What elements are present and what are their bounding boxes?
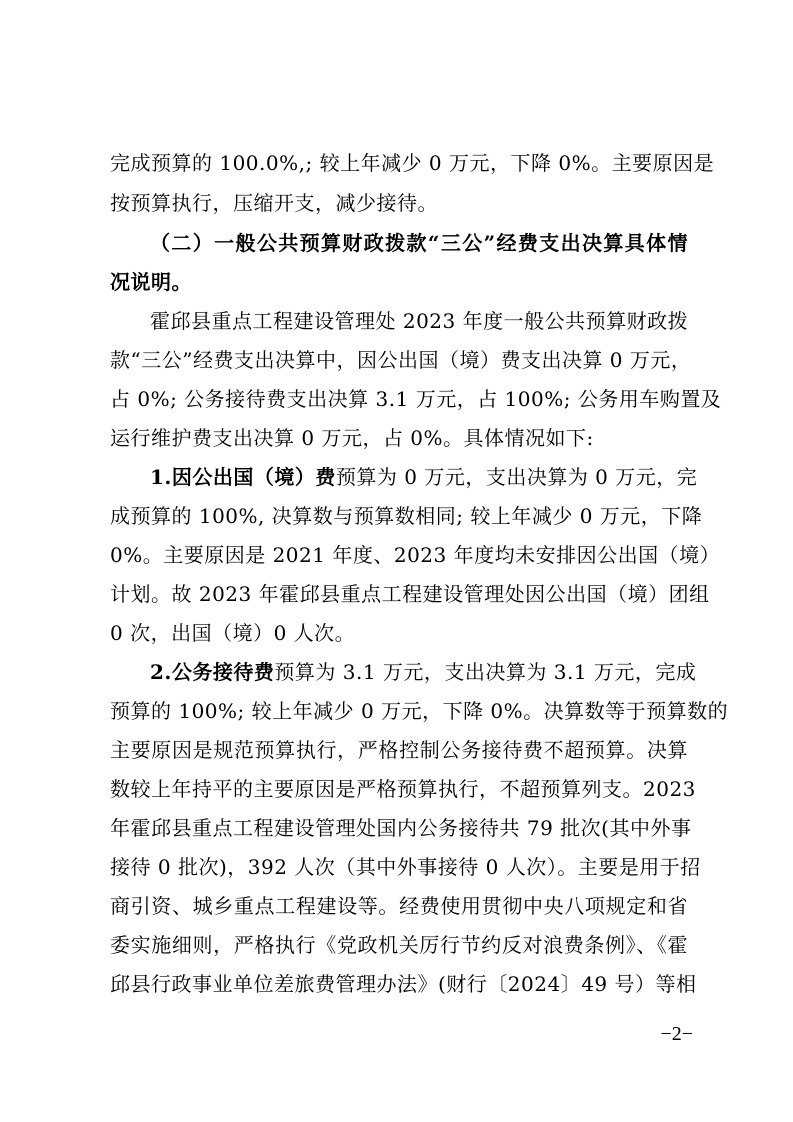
paragraph-line: 0%。主要原因是 2021 年度、2023 年度均未安排因公出国（境） [110,543,721,567]
paragraph-line: 商引资、城乡重点工程建设等。经费使用贯彻中央八项规定和省 [110,894,688,918]
paragraph-line: 主要原因是规范预算执行，严格控制公务接待费不超预算。决算 [110,738,688,762]
paragraph-line: 预算的 100%; 较上年减少 0 万元，下降 0%。决算数等于预算数的 [110,699,729,723]
section-heading-continued: 况说明。 [110,270,192,294]
paragraph-line: 运行维护费支出决算 0 万元，占 0%。具体情况如下: [110,426,594,450]
item-2-label: 2.公务接待费 [150,660,275,684]
paragraph-line: 按预算执行，压缩开支，减少接待。 [110,191,438,215]
paragraph-line: 款“三公”经费支出决算中，因公出国（境）费支出决算 0 万元， [110,348,692,372]
paragraph-line: 委实施细则，严格执行《党政机关厉行节约反对浪费条例》、《霍 [110,933,688,957]
paragraph-line: 年霍邱县重点工程建设管理处国内公务接待共 79 批次(其中外事 [110,816,692,840]
paragraph-line: 接待 0 批次)，392 人次（其中外事接待 0 人次）。主要是用于招 [110,855,701,879]
paragraph-line: 0 次，出国（境）0 人次。 [110,621,356,645]
item-2-text: 预算为 3.1 万元，支出决算为 3.1 万元，完成 [274,660,697,684]
paragraph-line: 完成预算的 100.0%,; 较上年减少 0 万元，下降 0%。主要原因是 [110,151,715,175]
paragraph-line: 霍邱县重点工程建设管理处 2023 年度一般公共预算财政拨 [150,309,689,333]
item-2-line [150,659,697,685]
section-heading: （二）一般公共预算财政拨款“三公”经费支出决算具体情 [150,231,688,255]
paragraph-line: 占 0%; 公务接待费支出决算 3.1 万元，占 100%; 公务用车购置及 [110,387,722,411]
item-1-line [150,464,698,490]
item-1-text: 预算为 0 万元，支出决算为 0 万元，完 [335,465,698,489]
paragraph-line: 邱县行政事业单位差旅费管理办法》(财行〔2024〕49 号）等相 [110,972,697,996]
paragraph-line: 数较上年持平的主要原因是严格预算执行，不超预算列支。2023 [110,777,696,801]
item-1-label: 1.因公出国（境）费 [150,465,336,489]
page-number: −2− [660,1023,693,1045]
paragraph-line: 计划。故 2023 年霍邱县重点工程建设管理处因公出国（境）团组 [110,582,710,606]
paragraph-line: 成预算的 100%, 决算数与预算数相同; 较上年减少 0 万元，下降 [110,504,703,528]
